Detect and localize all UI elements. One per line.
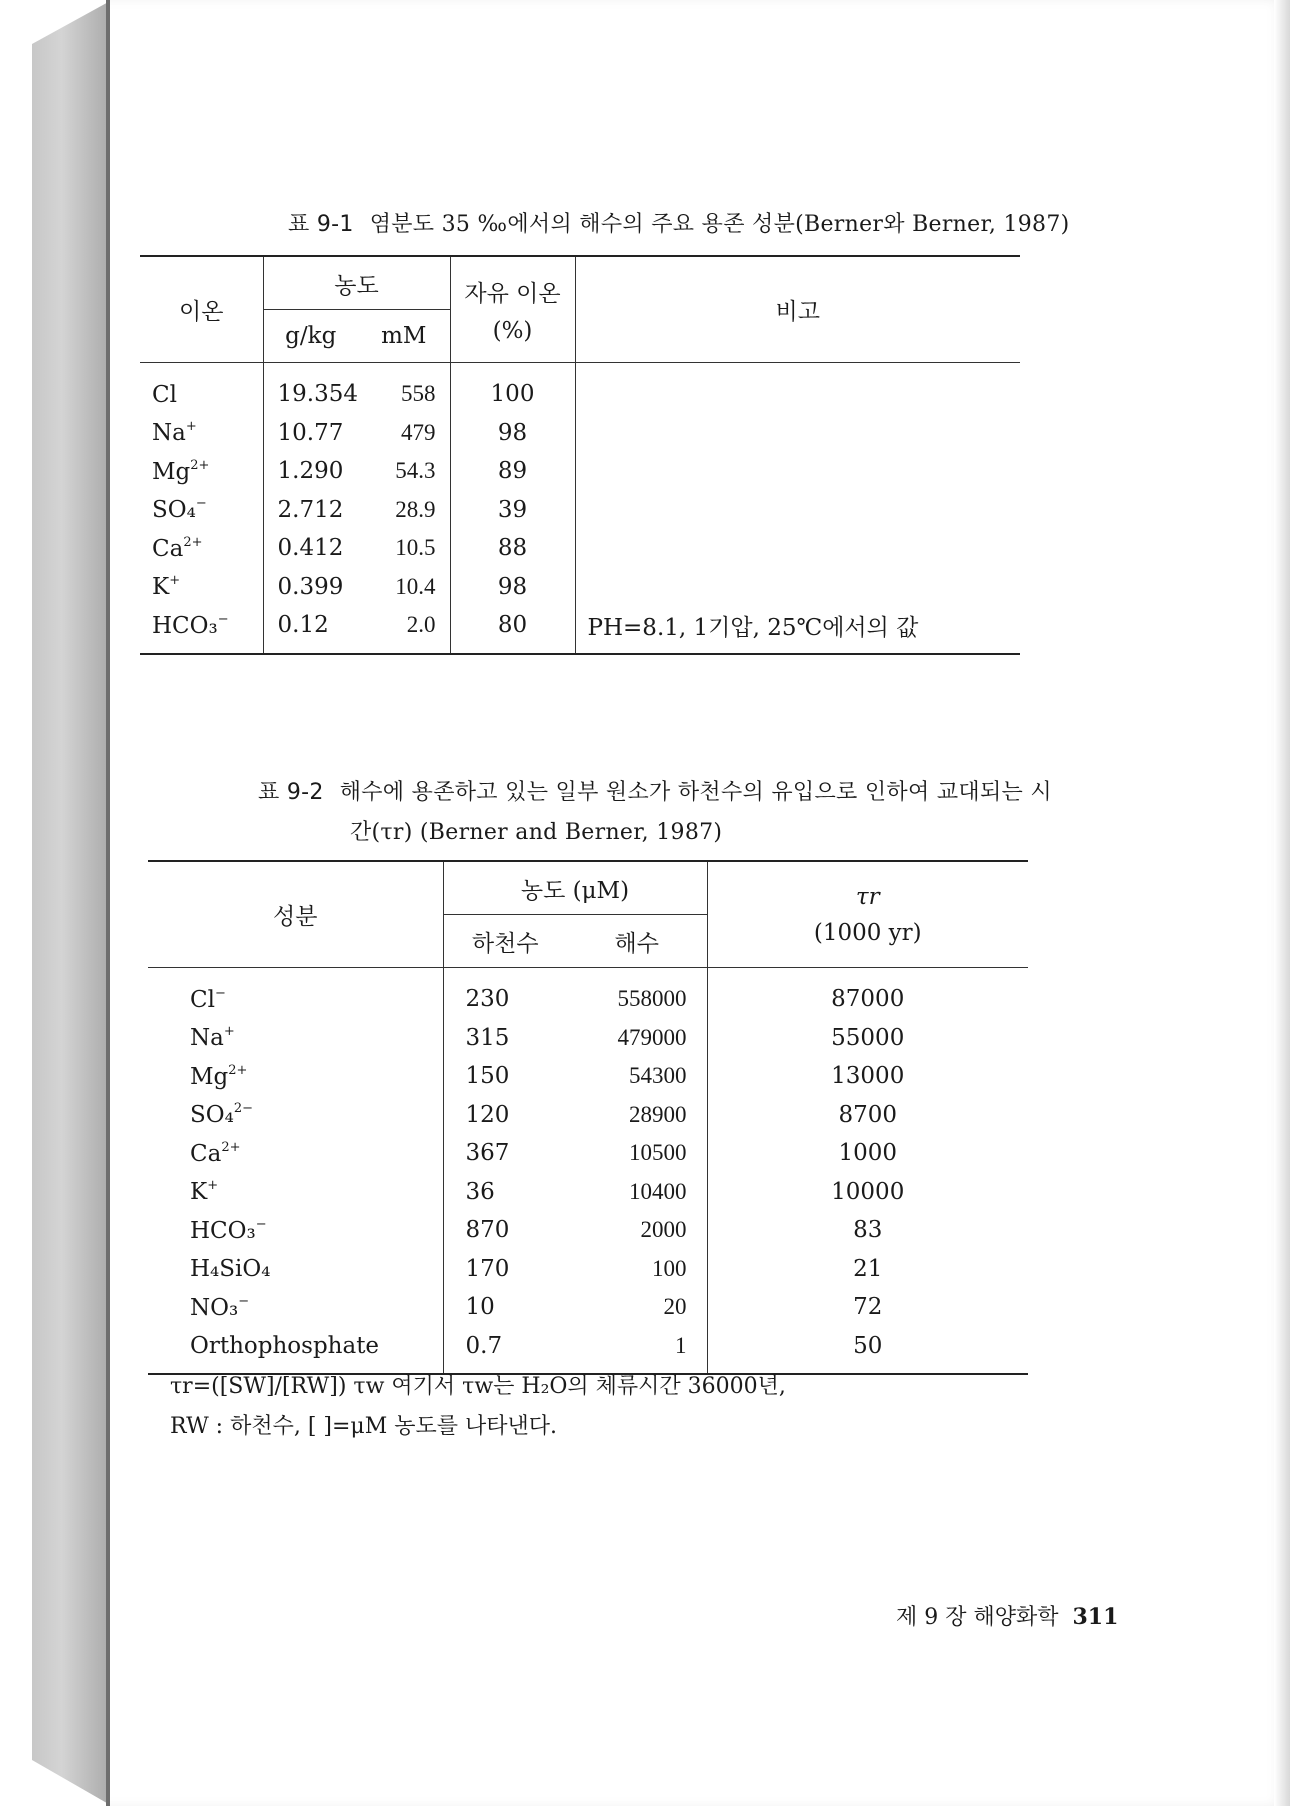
table1-header-gkg: g/kg [263, 310, 358, 363]
table1-header-remark: 비고 [575, 256, 1020, 363]
tau-cell: 8700 [707, 1096, 1028, 1135]
component-symbol: SO₄ [190, 1102, 234, 1129]
free-ion-cell: 98 [450, 568, 575, 607]
component-charge: + [207, 1178, 219, 1194]
ion-symbol: K [152, 574, 170, 601]
table-row [148, 1327, 1028, 1375]
ion-charge: + [169, 573, 181, 589]
component-charge: − [238, 1293, 250, 1309]
table1-header-mM: mM [358, 310, 450, 363]
tau-cell: 87000 [707, 968, 1028, 1019]
component-symbol: NO₃ [190, 1294, 239, 1321]
tau-cell: 55000 [707, 1019, 1028, 1058]
table2-footnote-line1: τr=([SW]/[RW]) τw 여기서 τw는 H₂O의 체류시간 36000년, [170, 1374, 786, 1399]
component-symbol: Na [190, 1025, 224, 1052]
river-cell: 150 [443, 1057, 567, 1096]
ion-cell [140, 568, 263, 607]
table2-header-component: 성분 [148, 861, 443, 968]
tau-cell: 13000 [707, 1057, 1028, 1096]
river-cell: 120 [443, 1096, 567, 1135]
ion-charge: − [217, 611, 229, 627]
gkg-cell: 0.12 [263, 606, 358, 654]
gkg-cell: 19.354 [263, 363, 358, 414]
table2-header-concentration: 농도 (μM) [443, 861, 707, 915]
mM-cell: 10.4 [395, 573, 436, 599]
table1-header-ion: 이온 [140, 256, 263, 363]
chapter-title: 제 9 장 해양화학 [896, 1605, 1059, 1630]
table-row [148, 1134, 1028, 1173]
component-cell [148, 1288, 443, 1327]
component-cell [148, 1250, 443, 1289]
table2-label: 표 9-2 [258, 780, 324, 805]
ion-symbol: Mg [152, 458, 191, 485]
gkg-cell: 2.712 [263, 491, 358, 530]
component-cell [148, 968, 443, 1019]
table2-body [148, 968, 1028, 1375]
remark-cell [575, 414, 1020, 453]
remark-cell: PH=8.1, 1기압, 25℃에서의 값 [575, 606, 1020, 654]
page-number: 311 [1072, 1604, 1119, 1630]
ion-symbol: SO₄ [152, 497, 196, 524]
remark-cell [575, 452, 1020, 491]
component-cell [148, 1173, 443, 1212]
ion-cell [140, 363, 263, 414]
component-symbol: HCO₃ [190, 1217, 256, 1244]
table-row [148, 968, 1028, 1019]
table2-header-tau-unit: (1000 yr) [813, 919, 922, 946]
table2-header-tau-symbol: τr [855, 883, 880, 910]
component-symbol: H₄SiO₄ [190, 1256, 271, 1283]
remark-cell [575, 491, 1020, 530]
table1-body [140, 363, 1020, 654]
component-charge: 2− [233, 1101, 254, 1117]
ion-cell [140, 529, 263, 568]
free-ion-cell: 98 [450, 414, 575, 453]
sea-cell: 1 [675, 1332, 687, 1358]
table2-header-river: 하천수 [443, 915, 567, 968]
component-symbol: Ca [190, 1140, 222, 1167]
tau-cell: 10000 [707, 1173, 1028, 1212]
component-charge: 2+ [221, 1139, 241, 1155]
remark-cell [575, 568, 1020, 607]
river-cell: 0.7 [443, 1327, 567, 1375]
table-row [140, 529, 1020, 568]
river-cell: 367 [443, 1134, 567, 1173]
river-cell: 315 [443, 1019, 567, 1058]
table2-footnote-line2: RW : 하천수, [ ]=μM 농도를 나타낸다. [170, 1414, 557, 1439]
table1-header-free-ion-unit: (%) [492, 318, 533, 344]
tau-cell: 50 [707, 1327, 1028, 1375]
ion-charge: 2+ [190, 457, 210, 473]
component-charge: − [214, 985, 226, 1001]
component-cell [148, 1019, 443, 1058]
table2-header-tau [707, 861, 1028, 968]
table-row [140, 452, 1020, 491]
gkg-cell: 0.412 [263, 529, 358, 568]
mM-cell: 28.9 [395, 496, 436, 522]
river-cell: 36 [443, 1173, 567, 1212]
free-ion-cell: 80 [450, 606, 575, 654]
table2-caption-text1: 해수에 용존하고 있는 일부 원소가 하천수의 유입으로 인하여 교대되는 시 [339, 780, 1052, 805]
tau-cell: 72 [707, 1288, 1028, 1327]
table1 [140, 255, 1020, 655]
gkg-cell: 0.399 [263, 568, 358, 607]
tau-cell: 83 [707, 1211, 1028, 1250]
sea-cell: 10500 [629, 1140, 687, 1166]
ion-cell [140, 491, 263, 530]
table-row [148, 1173, 1028, 1212]
table1-caption [288, 210, 1070, 240]
sea-cell: 10400 [629, 1178, 687, 1204]
free-ion-cell: 100 [450, 363, 575, 414]
component-charge: − [255, 1216, 267, 1232]
table2-caption-line1 [258, 778, 1052, 808]
sea-cell: 28900 [629, 1101, 687, 1127]
component-cell [148, 1057, 443, 1096]
remark-cell [575, 529, 1020, 568]
free-ion-cell: 88 [450, 529, 575, 568]
sea-cell: 54300 [629, 1063, 687, 1089]
ion-charge: 2+ [183, 534, 203, 550]
ion-symbol: HCO₃ [152, 612, 218, 639]
table1-header-concentration: 농도 [263, 256, 450, 310]
component-charge: 2+ [228, 1062, 248, 1078]
table-row [148, 1019, 1028, 1058]
component-charge: + [223, 1024, 235, 1040]
gkg-cell: 10.77 [263, 414, 358, 453]
component-cell [148, 1211, 443, 1250]
mM-cell: 10.5 [395, 535, 436, 561]
river-cell: 230 [443, 968, 567, 1019]
mM-cell: 54.3 [395, 458, 436, 484]
table1-label: 표 9-1 [288, 212, 354, 237]
component-cell [148, 1327, 443, 1375]
river-cell: 870 [443, 1211, 567, 1250]
table2 [148, 860, 1028, 1375]
component-cell [148, 1134, 443, 1173]
page-footer [896, 1600, 1118, 1631]
table-row [148, 1057, 1028, 1096]
component-symbol: Mg [190, 1063, 229, 1090]
sea-cell: 2000 [640, 1217, 687, 1243]
component-symbol: Cl [190, 986, 215, 1013]
ion-cell [140, 414, 263, 453]
mM-cell: 479 [401, 419, 436, 445]
table-row [148, 1250, 1028, 1289]
remark-cell [575, 363, 1020, 414]
ion-charge: + [185, 419, 197, 435]
table2-caption-line2: 간(τr) (Berner and Berner, 1987) [350, 820, 723, 845]
river-cell: 10 [443, 1288, 567, 1327]
ion-symbol: Cl [152, 381, 177, 408]
table-row [140, 414, 1020, 453]
sea-cell: 558000 [617, 986, 687, 1012]
ion-cell [140, 606, 263, 654]
sea-cell: 100 [652, 1255, 687, 1281]
page-shadow [1274, 0, 1290, 1806]
component-symbol: K [190, 1179, 208, 1206]
table-row [148, 1288, 1028, 1327]
table-row [148, 1096, 1028, 1135]
tau-cell: 1000 [707, 1134, 1028, 1173]
sea-cell: 20 [663, 1294, 687, 1320]
sea-cell: 479000 [617, 1024, 687, 1050]
table1-caption-text: 염분도 35 ‰에서의 해수의 주요 용존 성분(Berner와 Berner, 1987) [369, 212, 1070, 237]
river-cell: 170 [443, 1250, 567, 1289]
book-spine [0, 0, 112, 1806]
component-symbol: Orthophosphate [190, 1333, 380, 1360]
ion-cell [140, 452, 263, 491]
table1-header-free-ion-label: 자유 이온 [464, 281, 561, 307]
table-row [140, 568, 1020, 607]
ion-symbol: Ca [152, 535, 184, 562]
table-row [140, 491, 1020, 530]
free-ion-cell: 39 [450, 491, 575, 530]
gkg-cell: 1.290 [263, 452, 358, 491]
table1-header-free-ion [450, 256, 575, 363]
tau-cell: 21 [707, 1250, 1028, 1289]
table-row [140, 363, 1020, 414]
component-cell [148, 1096, 443, 1135]
table-row [140, 606, 1020, 654]
free-ion-cell: 89 [450, 452, 575, 491]
mM-cell: 2.0 [406, 612, 436, 638]
table-row [148, 1211, 1028, 1250]
table2-header-sea: 해수 [567, 915, 707, 968]
ion-charge: − [195, 496, 207, 512]
mM-cell: 558 [401, 381, 436, 407]
ion-symbol: Na [152, 420, 186, 447]
